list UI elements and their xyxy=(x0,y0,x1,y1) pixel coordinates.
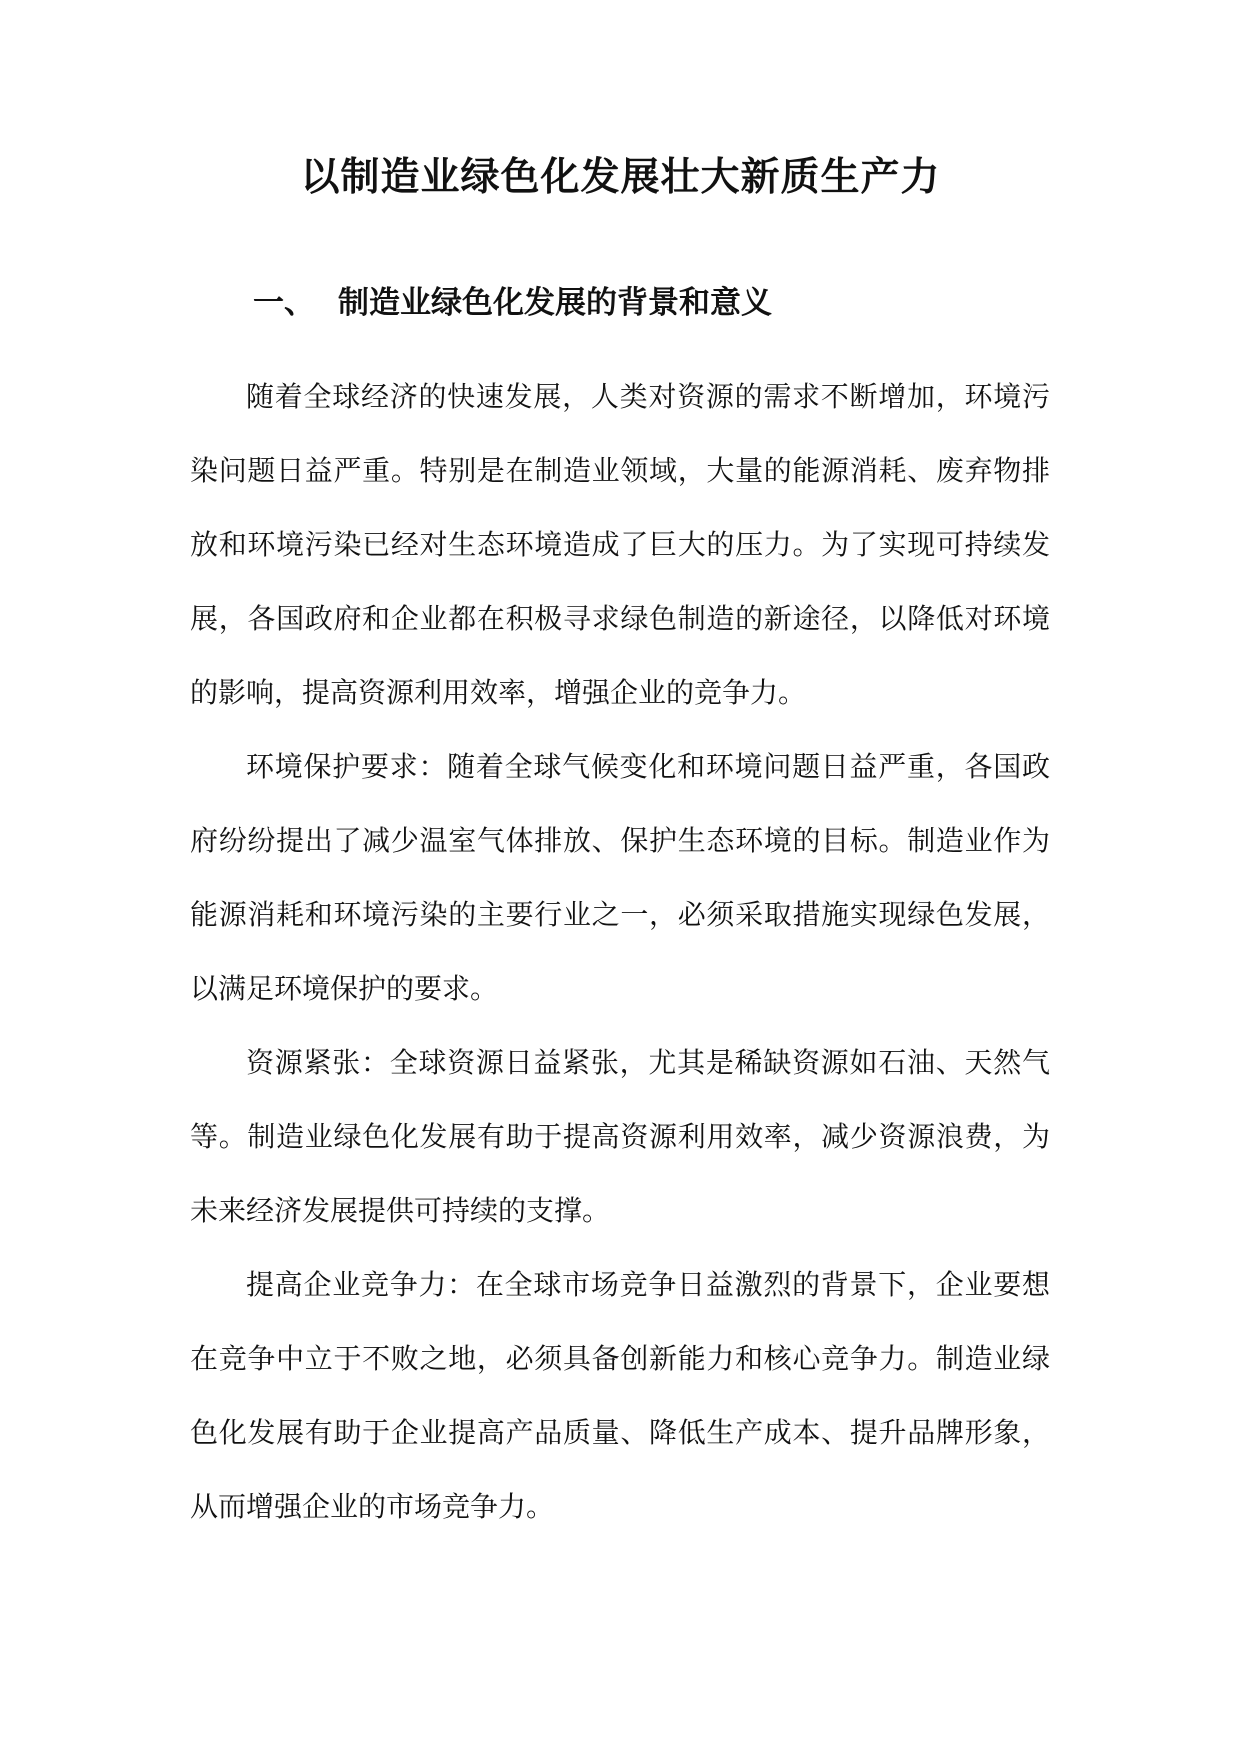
paragraph-competitiveness: 提高企业竞争力：在全球市场竞争日益激烈的背景下，企业要想在竞争中立于不败之地，必须具备创新能力和核心竞争力。制造业绿色化发展有助于企业提高产品质量、降低生产成本、提升品牌形象，从而增强企业的市场竞争力。 xyxy=(190,1268,1050,1523)
section-heading-text: 制造业绿色化发展的背景和意义 xyxy=(338,285,772,321)
section-heading xyxy=(253,278,772,328)
body-text xyxy=(190,360,1050,1544)
paragraph-environmental-protection: 环境保护要求：随着全球气候变化和环境问题日益严重，各国政府纷纷提出了减少温室气体排放、保护生态环境的目标。制造业作为能源消耗和环境污染的主要行业之一，必须采取措施实现绿色发展，以满足环境保护的要求。 xyxy=(190,750,1050,1005)
paragraph-background: 随着全球经济的快速发展，人类对资源的需求不断增加，环境污染问题日益严重。特别是在制造业领域，大量的能源消耗、废弃物排放和环境污染已经对生态环境造成了巨大的压力。为了实现可持续发展，各国政府和企业都在积极寻求绿色制造的新途径，以降低对环境的影响，提高资源利用效率，增强企业的竞争力。 xyxy=(190,380,1050,709)
section-number: 一、 xyxy=(253,285,315,321)
paragraph-resource-shortage: 资源紧张：全球资源日益紧张，尤其是稀缺资源如石油、天然气等。制造业绿色化发展有助于提高资源利用效率，减少资源浪费，为未来经济发展提供可持续的支撑。 xyxy=(190,1046,1050,1227)
document-title: 以制造业绿色化发展壮大新质生产力 xyxy=(300,155,941,200)
